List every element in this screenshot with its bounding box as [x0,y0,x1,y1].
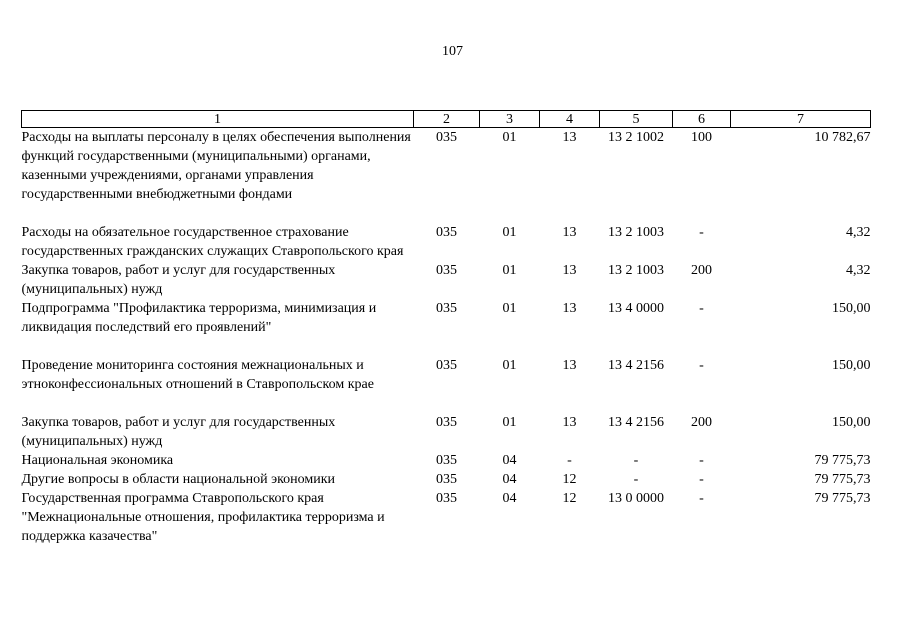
header-col-5: 5 [600,111,673,128]
row-sum: 150,00 [832,415,871,430]
table-row [22,261,871,299]
row-name: Проведение мониторинга состояния межнациональных и этноконфессиональных отношений в Ставропольском крае [21,358,374,392]
table-row [22,356,871,413]
row-col-4: 12 [562,491,577,506]
row-col-2: 035 [436,263,457,278]
row-sum: 150,00 [832,301,871,316]
row-col-3: 01 [502,130,517,145]
row-name: Закупка товаров, работ и услуг для государственных (муниципальных) нужд [21,263,336,297]
header-col-3: 3 [480,111,540,128]
row-col-4: 13 [562,301,577,316]
row-col-4: - [567,453,572,468]
row-col-2: 035 [436,472,457,487]
table-row [22,128,871,224]
row-col-5: 13 2 1003 [608,263,664,278]
row-name: Национальная экономика [21,453,174,468]
header-col-6: 6 [673,111,731,128]
row-col-5: 13 2 1002 [608,130,664,145]
row-col-2: 035 [436,453,457,468]
row-col-6: 100 [691,130,712,145]
row-sum: 79 775,73 [814,453,871,468]
row-col-2: 035 [436,225,457,240]
header-col-7: 7 [731,111,871,128]
row-col-5: 13 2 1003 [608,225,664,240]
row-col-3: 01 [502,358,517,373]
row-name: Государственная программа Ставропольского края "Межнациональные отношения, профилактика терроризма и поддержка казачества" [21,491,385,544]
row-col-5: 13 4 2156 [608,358,664,373]
budget-table [21,110,871,546]
table-row [22,470,871,489]
row-col-3: 01 [502,225,517,240]
row-col-2: 035 [436,491,457,506]
table-row [22,299,871,356]
row-col-3: 04 [502,491,517,506]
table-row [22,223,871,261]
page-number: 107 [442,44,463,59]
row-col-3: 04 [502,472,517,487]
row-col-5: - [633,453,639,468]
header-col-2: 2 [414,111,480,128]
row-col-3: 01 [502,301,517,316]
row-col-3: 04 [502,453,517,468]
row-col-3: 01 [502,415,517,430]
row-col-6: 200 [691,263,712,278]
row-col-6: - [699,491,704,506]
row-name: Закупка товаров, работ и услуг для государственных (муниципальных) нужд [21,415,336,449]
row-col-2: 035 [436,301,457,316]
row-name: Подпрограмма "Профилактика терроризма, минимизация и ликвидация последствий его проявлений" [21,301,377,335]
row-sum: 150,00 [832,358,871,373]
row-col-5: - [633,472,639,487]
header-col-4: 4 [540,111,600,128]
row-col-4: 13 [562,225,577,240]
row-col-2: 035 [436,358,457,373]
row-col-5: 13 4 2156 [608,415,664,430]
row-col-4: 13 [562,358,577,373]
table-row [22,413,871,451]
row-col-6: - [699,225,704,240]
row-sum: 79 775,73 [814,491,871,506]
table-row [22,489,871,546]
row-col-6: 200 [691,415,712,430]
row-col-2: 035 [436,130,457,145]
row-col-6: - [699,453,704,468]
row-col-4: 12 [562,472,577,487]
row-sum: 4,32 [846,263,871,278]
row-col-4: 13 [562,263,577,278]
row-name: Другие вопросы в области национальной экономики [21,472,336,487]
row-name: Расходы на выплаты персоналу в целях обеспечения выполнения функций государственными (муниципальными) органами, казенными учреждениями, органами управления государственными внебюджетными фондами [21,130,411,202]
row-sum: 79 775,73 [814,472,871,487]
row-sum: 10 782,67 [814,130,871,145]
header-col-1: 1 [22,111,414,128]
table-header-row [22,111,871,128]
row-col-4: 13 [562,415,577,430]
row-col-4: 13 [562,130,577,145]
row-col-6: - [699,358,704,373]
row-col-5: 13 0 0000 [608,491,664,506]
row-col-6: - [699,301,704,316]
row-sum: 4,32 [846,225,871,240]
row-col-3: 01 [502,263,517,278]
row-col-2: 035 [436,415,457,430]
row-col-5: 13 4 0000 [608,301,664,316]
table-row [22,451,871,470]
row-name: Расходы на обязательное государственное страхование государственных гражданских служащих Ставропольского края [21,225,404,259]
row-col-6: - [699,472,704,487]
